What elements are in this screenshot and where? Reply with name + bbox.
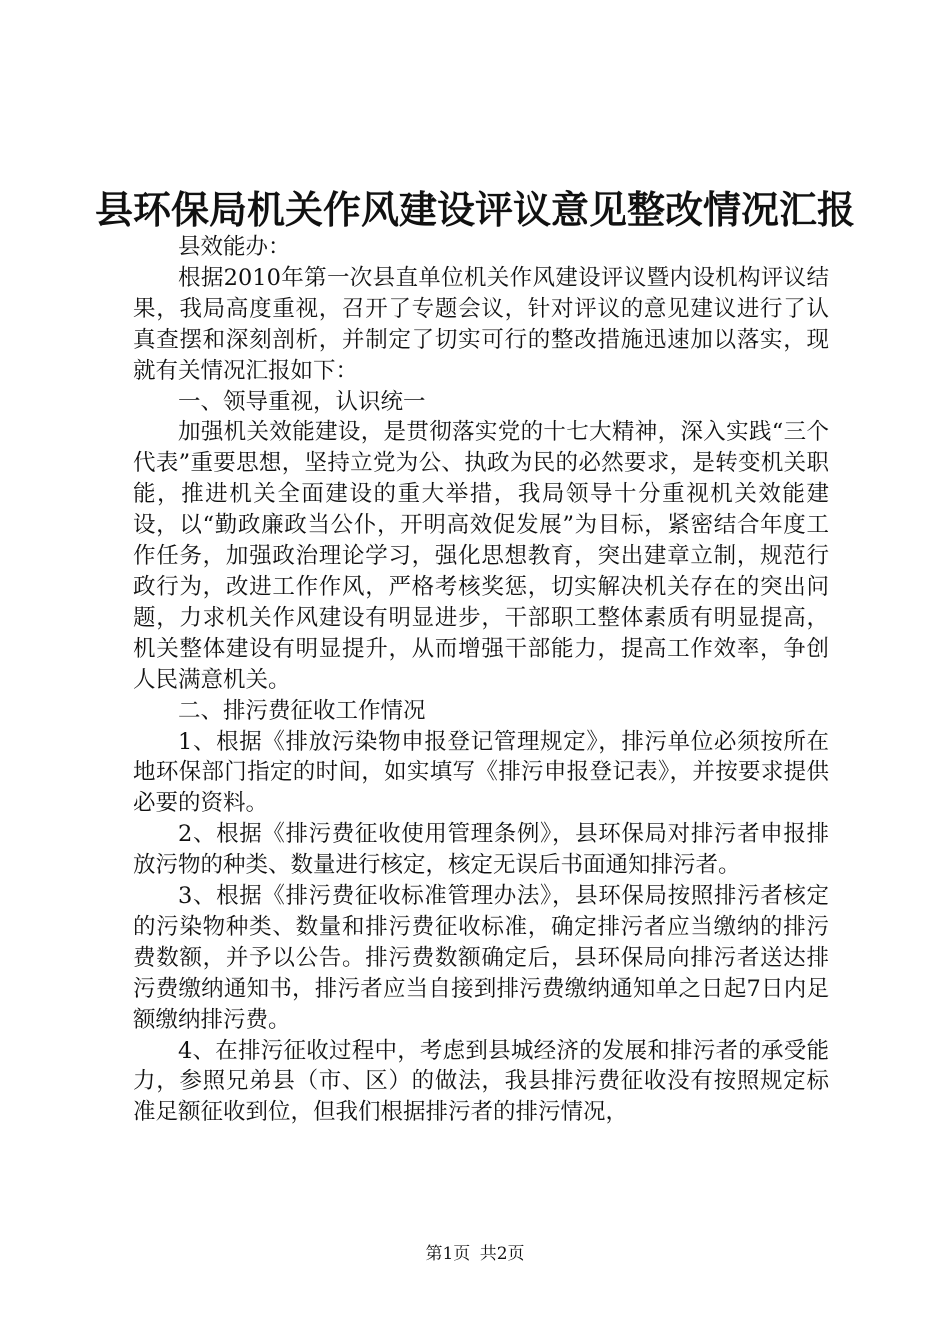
page-total: 共2页	[479, 1244, 525, 1264]
salutation: 县效能办：	[178, 234, 291, 260]
paragraph-item-1: 1、根据《排放污染物申报登记管理规定》，排污单位必须按所在地环保部门指定的时间，如实填写《排污申报登记表》，并按要求提供必要的资料。	[133, 728, 829, 817]
section-heading-2: 二、排污费征收工作情况	[178, 697, 426, 724]
page-number: 第1页	[425, 1244, 471, 1264]
document-body	[133, 232, 829, 1128]
section-heading-1: 一、领导重视，认识统一	[178, 388, 426, 415]
paragraph-section-1: 加强机关效能建设，是贯彻落实党的十七大精神，深入实践“三个代表”重要思想，坚持立党为公、执政为民的必然要求，是转变机关职能，推进机关全面建设的重大举措，我局领导十分重视机关效能建设，以“勤政廉政当公仆，开明高效促发展”为目标，紧密结合年度工作任务，加强政治理论学习，强化思想教育，突出建章立制，规范行政行为，改进工作作风，严格考核奖惩，切实解决机关存在的突出问题，力求机关作风建设有明显进步，干部职工整体素质有明显提高，机关整体建设有明显提升，从而增强干部能力，提高工作效率，争创人民满意机关。	[133, 419, 829, 693]
paragraph-item-3: 3、根据《排污费征收标准管理办法》，县环保局按照排污者核定的污染物种类、数量和排污费征收标准，确定排污者应当缴纳的排污费数额，并予以公告。排污费数额确定后，县环保局向排污者送达排污费缴纳通知书，排污者应当自接到排污费缴纳通知单之日起7日内足额缴纳排污费。	[133, 883, 829, 1033]
paragraph-item-2: 2、根据《排污费征收使用管理条例》，县环保局对排污者申报排放污物的种类、数量进行核定，核定无误后书面通知排污者。	[133, 821, 829, 879]
page-footer	[0, 1242, 950, 1266]
document-title: 县环保局机关作风建设评议意见整改情况汇报	[94, 187, 855, 232]
paragraph-item-4: 4、在排污征收过程中，考虑到县城经济的发展和排污者的承受能力，参照兄弟县（市、区）的做法，我县排污费征收没有按照规定标准足额征收到位，但我们根据排污者的排污情况，	[133, 1037, 829, 1126]
paragraph-intro: 根据2010年第一次县直单位机关作风建设评议暨内设机构评议结果，我局高度重视，召开了专题会议，针对评议的意见建议进行了认真查摆和深刻剖析，并制定了切实可行的整改措施迅速加以落实，现就有关情况汇报如下：	[133, 264, 829, 384]
